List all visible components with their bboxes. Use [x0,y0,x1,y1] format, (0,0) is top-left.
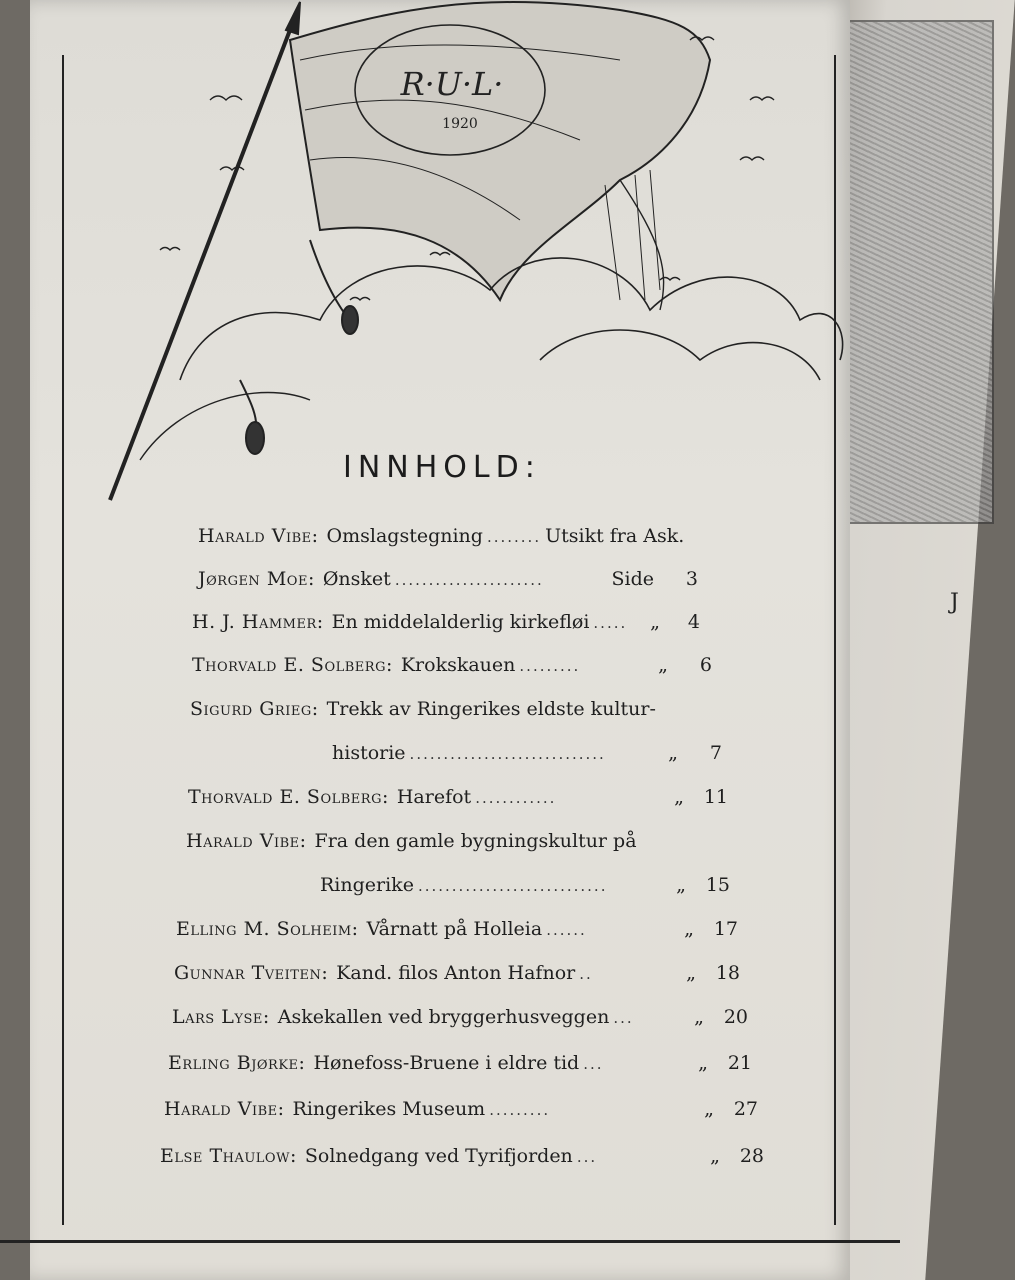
entry-author: H. J. Hammer: [192,611,324,633]
entry-leader: ......... [519,657,581,675]
entry-leader: .. [579,965,593,983]
toc-heading: INNHOLD: [343,450,541,485]
toc-entry [176,918,738,940]
entry-ditto: „ [668,742,678,764]
entry-leader: ...... [546,921,587,939]
toc-entry [198,525,685,547]
entry-ditto: „ [704,1098,714,1120]
toc-entry [192,654,712,676]
entry-page: 20 [723,1006,748,1028]
entry-title: Fra den gamle bygningskultur på [314,830,637,852]
toc-entry [168,1052,752,1074]
entry-title: Hønefoss-Bruene i eldre tid [313,1052,580,1074]
toc-entry [192,611,700,633]
entry-leader: ... [576,1148,598,1166]
entry-ditto: „ [686,962,696,984]
entry-author: Harald Vibe: [186,830,307,852]
entry-author: Thorvald E. Solberg: [188,786,389,808]
entry-page: 15 [705,874,730,896]
entry-ditto: Side [611,568,654,590]
entry-leader: ......... [489,1101,551,1119]
entry-page: 18 [715,962,740,984]
entry-author: Harald Vibe: [164,1098,285,1120]
entry-author: Sigurd Grieg: [190,698,319,720]
entry-author: Else Thaulow: [160,1145,297,1167]
entry-ditto: „ [710,1145,720,1167]
entry-page: 11 [703,786,728,808]
entry-leader: ........ [486,528,542,546]
entry-author: Elling M. Solheim: [176,918,359,940]
entry-author: Jørgen Moe: [198,568,315,590]
entry-ditto: „ [658,654,668,676]
entry-title: Harefot [396,786,472,808]
entry-author: Gunnar Tveiten: [174,962,329,984]
entry-leader: ... [613,1009,634,1027]
toc-entry [320,874,730,896]
entry-title: Solnedgang ved Tyrifjorden [304,1145,573,1167]
toc-entry [198,568,698,590]
entry-page: 4 [687,611,700,633]
entry-ditto: „ [676,874,686,896]
entry-title: historie [332,742,406,764]
entry-leader: ............ [475,789,557,807]
entry-page: 17 [713,918,738,940]
entry-ditto: „ [674,786,684,808]
entry-title: Trekk av Ringerikes eldste kultur- [326,698,656,720]
flag-monogram: R·U·L· [400,65,504,103]
entry-ditto: „ [684,918,694,940]
entry-author: Thorvald E. Solberg: [192,654,393,676]
entry-title: Ringerikes Museum [292,1098,486,1120]
entry-page: 21 [727,1052,752,1074]
entry-title: Askekallen ved bryggerhusveggen [277,1006,610,1028]
entry-title: Kand. filos Anton Hafnor [336,962,576,984]
entry-author: Harald Vibe: [198,525,319,547]
flag-year: 1920 [442,116,478,132]
entry-author: Lars Lyse: [172,1006,270,1028]
entry-page: 3 [685,568,698,590]
entry-page: 7 [709,742,722,764]
entry-title: Vårnatt på Holleia [366,918,543,940]
entry-title: Krokskauen [400,654,516,676]
entry-ditto: „ [698,1052,708,1074]
toc-entry [190,698,710,720]
adjacent-page-text: J [950,590,959,615]
entry-leader: ...................... [394,571,544,589]
entry-title: Omslagstegning [326,525,483,547]
entry-page: 27 [733,1098,758,1120]
toc-entry [188,786,728,808]
entry-ditto: „ [694,1006,704,1028]
entry-leader: ..... [593,614,628,632]
toc-entry [160,1145,764,1167]
entry-leader: ............................ [417,877,608,895]
entry-title: Ønsket [322,568,391,590]
toc-entry [186,830,746,852]
toc-entry [172,1006,748,1028]
entry-page: 28 [739,1145,764,1167]
entry-page: 6 [699,654,712,676]
toc-entry [332,742,722,764]
entry-leader: ............................. [409,745,606,763]
toc-entry [174,962,740,984]
entry-page: Utsikt fra Ask. [545,525,685,547]
entry-author: Erling Bjørke: [168,1052,306,1074]
entry-ditto: „ [650,611,660,633]
entry-title: En middelalderlig kirkefløi [331,611,590,633]
entry-title: Ringerike [320,874,414,896]
entry-leader: ... [583,1055,604,1073]
toc-entry [164,1098,758,1120]
